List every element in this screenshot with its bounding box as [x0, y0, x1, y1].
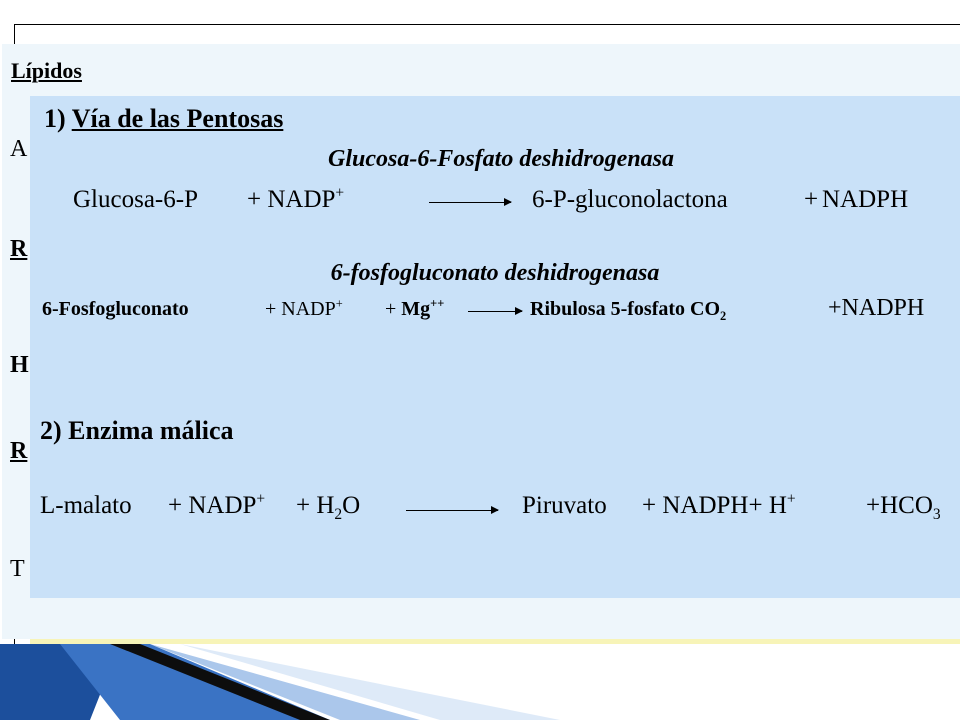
substrate: 6-Fosfogluconato [42, 298, 189, 320]
enzyme-name: Glucosa-6-Fosfato deshidrogenasa [327, 146, 675, 172]
margin-letter: R [10, 438, 28, 464]
margin-letter: T [10, 556, 25, 582]
section-heading-pentoses [44, 104, 283, 134]
reactions-popup [30, 96, 960, 598]
margin-letter: A [10, 136, 28, 162]
background-heading: Lípidos [11, 58, 82, 83]
margin-letter: R [10, 236, 28, 262]
product: 6-P-gluconolactona [532, 186, 728, 213]
coproduct: NADPH [822, 186, 909, 213]
ion: + Mg++ [385, 296, 445, 320]
substrate: L-malato [40, 492, 132, 519]
reaction-arrow [406, 510, 498, 511]
enzyme-name: 6-fosfogluconato deshidrogenasa [330, 260, 660, 286]
slide-top-rule [14, 24, 960, 25]
coproduct: + NADPH+ H+ [642, 490, 796, 519]
plus-sign: + [804, 186, 819, 213]
margin-letter: H [10, 352, 29, 378]
substrate: Glucosa-6-P [73, 186, 198, 213]
reaction-arrow [429, 202, 511, 203]
water: + $H_2O$ [296, 492, 361, 523]
section-number: 2) [40, 416, 62, 445]
section-number: 1) [44, 104, 66, 133]
section-heading-malic [40, 416, 234, 446]
coproduct: +NADPH [828, 295, 925, 321]
cofactor: + NADP+ [265, 296, 343, 320]
product: Piruvato [522, 492, 607, 519]
section-title: Enzima málica [68, 416, 234, 445]
section-title: Vía de las Pentosas [71, 104, 284, 133]
product: Ribulosa 5-fosfato $CO_2$ [530, 298, 727, 323]
decorative-swoosh [0, 644, 960, 720]
reaction-arrow [468, 311, 522, 312]
cofactor: + NADP+ [168, 490, 266, 519]
bicarbonate: $+HCO_3$ [866, 492, 941, 523]
cofactor: + NADP+ [247, 184, 345, 213]
